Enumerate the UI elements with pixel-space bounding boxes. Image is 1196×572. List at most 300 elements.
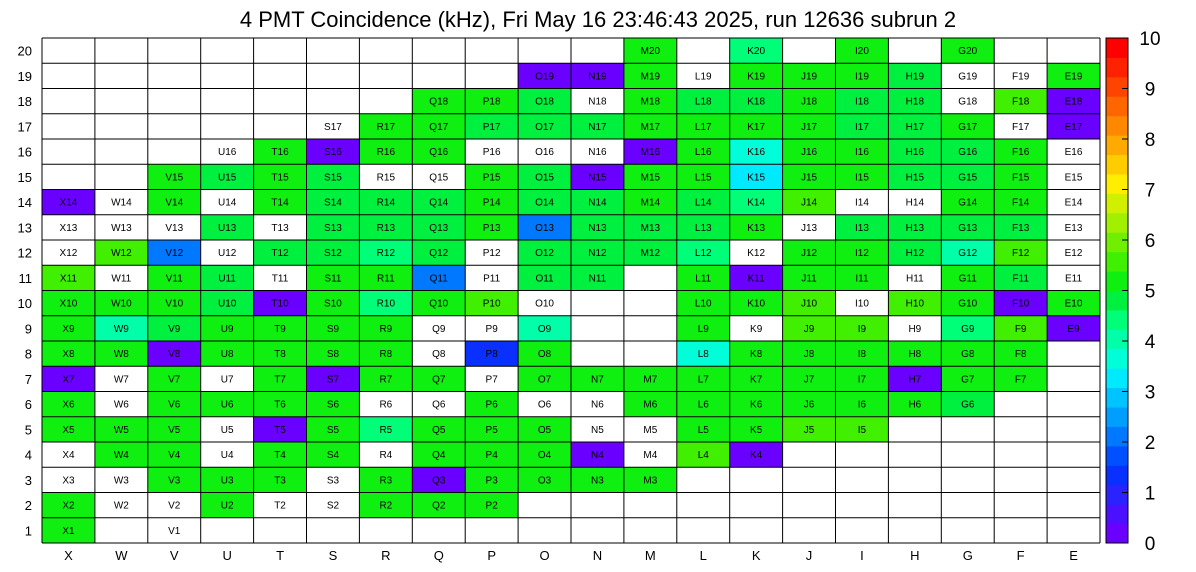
cell-label: N15 xyxy=(588,172,607,184)
x-tick-label: M xyxy=(644,548,656,563)
cell-label: N19 xyxy=(588,71,607,83)
cell-label: E18 xyxy=(1064,96,1083,108)
cell-label: O6 xyxy=(537,399,552,411)
cell-label: K9 xyxy=(750,323,763,335)
cell-label: X10 xyxy=(59,298,78,310)
cell-label: O14 xyxy=(535,197,555,209)
cell-label: H13 xyxy=(905,222,925,234)
cell-label: W6 xyxy=(113,399,129,411)
cell-label: M18 xyxy=(640,96,661,108)
color-scale-swatch xyxy=(1106,524,1128,544)
cell-label: M20 xyxy=(640,46,661,58)
cell-label: J19 xyxy=(800,71,818,83)
cell-label: P12 xyxy=(482,248,501,260)
cell-label: Q15 xyxy=(429,172,449,184)
cell-label: W7 xyxy=(113,374,129,386)
cell-label: N11 xyxy=(588,273,607,285)
cell-label: N13 xyxy=(588,222,607,234)
x-tick-label: G xyxy=(962,548,973,563)
cell-label: G18 xyxy=(958,96,978,108)
cell-label: E10 xyxy=(1064,298,1083,310)
cell-label: R16 xyxy=(376,147,396,159)
cell-label: U8 xyxy=(220,349,234,361)
cell-label: V13 xyxy=(165,222,184,234)
cell-label: O15 xyxy=(535,172,555,184)
x-tick-label: H xyxy=(910,548,920,563)
cell-label: P9 xyxy=(485,323,498,335)
x-tick-label: P xyxy=(487,548,496,563)
chart-title: 4 PMT Coincidence (kHz), Fri May 16 23:46:43 2025, run 12636 subrun 2 xyxy=(239,7,957,32)
cell-label: N14 xyxy=(588,197,607,209)
cell-label: N6 xyxy=(591,399,604,411)
color-scale-label: 2 xyxy=(1144,433,1156,454)
cell-label: X8 xyxy=(62,349,75,361)
cell-label: T4 xyxy=(274,450,286,462)
cell-label: Q14 xyxy=(429,197,449,209)
cell-label: J13 xyxy=(800,222,818,234)
y-tick-label: 12 xyxy=(17,245,32,261)
cell-label: U9 xyxy=(220,323,234,335)
cell-label: N17 xyxy=(588,121,607,133)
cell-label: G15 xyxy=(958,172,978,184)
cell-label: O9 xyxy=(537,323,552,335)
cell-label: R7 xyxy=(379,374,393,386)
x-tick-label: F xyxy=(1016,548,1025,563)
cell-label: O3 xyxy=(537,475,552,487)
x-tick-label: I xyxy=(860,548,864,563)
cell-label: T9 xyxy=(274,323,286,335)
cell-label: J15 xyxy=(800,172,818,184)
cell-label: W8 xyxy=(113,349,129,361)
cell-label: M4 xyxy=(643,450,658,462)
cell-label: M17 xyxy=(640,121,661,133)
cell-label: L6 xyxy=(697,399,709,411)
cell-label: F13 xyxy=(1012,222,1030,234)
cell-label: E16 xyxy=(1064,147,1083,159)
cell-label: J16 xyxy=(800,147,818,159)
cell-label: S7 xyxy=(326,374,340,386)
cell-label: H19 xyxy=(905,71,925,83)
cell-label: H18 xyxy=(905,96,925,108)
cell-label: E15 xyxy=(1064,172,1083,184)
color-scale-swatch xyxy=(1106,329,1128,349)
cell-label: E13 xyxy=(1064,222,1083,234)
cell-label: U5 xyxy=(220,424,234,436)
color-scale-swatch xyxy=(1106,310,1128,330)
cell-label: T10 xyxy=(271,298,289,310)
cell-label: T6 xyxy=(274,399,286,411)
cell-label: L9 xyxy=(697,323,709,335)
x-tick-label: V xyxy=(169,548,179,563)
cell-label: S3 xyxy=(326,475,340,487)
cell-label: X11 xyxy=(59,273,77,285)
cell-label: O12 xyxy=(535,248,555,260)
cell-label: S10 xyxy=(324,298,342,310)
cell-label: U12 xyxy=(217,248,237,260)
cell-label: X14 xyxy=(59,197,78,209)
color-scale-swatch xyxy=(1106,426,1128,446)
cell-label: W10 xyxy=(111,298,132,310)
cell-label: Q7 xyxy=(432,374,446,386)
cell-label: P17 xyxy=(482,121,501,133)
cell-label: T3 xyxy=(274,475,286,487)
cell-label: R15 xyxy=(376,172,396,184)
cell-label: Q11 xyxy=(429,273,448,285)
cell-label: P10 xyxy=(482,298,501,310)
cell-label: S2 xyxy=(326,500,340,512)
cell-label: X9 xyxy=(62,323,75,335)
cell-label: R11 xyxy=(377,273,395,285)
color-scale-label: 4 xyxy=(1144,332,1156,353)
cell-label: H9 xyxy=(908,323,922,335)
cell-label: S6 xyxy=(326,399,340,411)
cell-label: W9 xyxy=(113,323,129,335)
x-axis-ticks xyxy=(64,548,1078,563)
cell-label: Q9 xyxy=(432,323,446,335)
cell-label: E11 xyxy=(1065,273,1083,285)
cell-label: R13 xyxy=(376,222,396,234)
cell-label: L17 xyxy=(694,121,712,133)
color-scale-swatch xyxy=(1106,388,1128,408)
cell-label: M12 xyxy=(640,248,661,260)
cell-label: L13 xyxy=(694,222,712,234)
color-scale-swatch xyxy=(1106,349,1128,369)
cell-label: L18 xyxy=(694,96,712,108)
cell-label: R10 xyxy=(376,298,396,310)
cell-label: J18 xyxy=(800,96,818,108)
cell-label: I19 xyxy=(854,71,869,83)
cell-label: H7 xyxy=(908,374,922,386)
cell-label: O5 xyxy=(537,424,552,436)
x-tick-label: N xyxy=(592,548,603,563)
cell-label: Q3 xyxy=(432,475,446,487)
cell-label: F7 xyxy=(1014,374,1027,386)
x-tick-label: O xyxy=(539,548,550,563)
cell-label: G11 xyxy=(958,273,977,285)
color-scale-label: 6 xyxy=(1144,231,1156,252)
cell-label: E17 xyxy=(1064,121,1083,133)
y-axis-ticks xyxy=(18,44,32,539)
cell-label: X5 xyxy=(62,424,75,436)
cell-label: M15 xyxy=(640,172,661,184)
cell-label: F15 xyxy=(1012,172,1030,184)
cell-label: G13 xyxy=(958,222,978,234)
cell-label: S13 xyxy=(324,222,342,234)
cell-label: R2 xyxy=(379,500,393,512)
color-scale-label: 7 xyxy=(1144,180,1156,202)
cell-label: N18 xyxy=(588,96,607,108)
y-tick-label: 15 xyxy=(17,169,32,185)
color-scale-swatch xyxy=(1106,116,1128,136)
cell-label: Q10 xyxy=(429,298,449,310)
cell-label: R5 xyxy=(379,424,393,436)
cell-label: P6 xyxy=(485,399,498,411)
color-scale-swatch xyxy=(1106,232,1128,252)
cell-label: Q6 xyxy=(432,399,446,411)
cell-label: K17 xyxy=(747,121,766,133)
cell-label: K5 xyxy=(750,424,763,436)
cell-label: R4 xyxy=(379,450,393,462)
cell-label: U10 xyxy=(217,298,237,310)
cell-label: M5 xyxy=(643,424,658,436)
cell-label: Q12 xyxy=(429,248,449,260)
cell-label: G9 xyxy=(961,323,975,335)
cell-label: N12 xyxy=(588,248,607,260)
cell-label: V11 xyxy=(165,273,183,285)
cell-label: T15 xyxy=(271,172,289,184)
cell-label: V14 xyxy=(165,197,184,209)
cell-label: K13 xyxy=(747,222,766,234)
cell-label: H10 xyxy=(905,298,925,310)
cell-label: S17 xyxy=(324,121,342,133)
x-tick-label: K xyxy=(751,548,761,563)
cell-label: Q17 xyxy=(429,121,449,133)
cell-label: K15 xyxy=(747,172,766,184)
cell-label: V1 xyxy=(168,525,181,537)
cell-label: K18 xyxy=(747,96,766,108)
cell-label: X6 xyxy=(62,399,75,411)
color-scale-swatch xyxy=(1106,465,1128,485)
cell-label: M3 xyxy=(643,475,658,487)
cell-label: S14 xyxy=(324,197,342,209)
cell-label: L10 xyxy=(694,298,712,310)
cell-label: H12 xyxy=(905,248,925,260)
cell-label: J9 xyxy=(803,323,815,335)
cell-label: T7 xyxy=(274,374,286,386)
cell-label: E14 xyxy=(1064,197,1083,209)
cell-label: L12 xyxy=(694,248,712,260)
color-scale-swatch xyxy=(1106,77,1128,97)
cell-label: L15 xyxy=(694,172,712,184)
cell-label: G17 xyxy=(958,121,978,133)
cell-label: I5 xyxy=(857,424,867,436)
cell-label: O8 xyxy=(537,349,552,361)
cell-label: I15 xyxy=(854,172,869,184)
cell-label: R8 xyxy=(379,349,393,361)
cell-label: K20 xyxy=(747,46,766,58)
cell-label: L5 xyxy=(697,424,709,436)
cell-label: I7 xyxy=(857,374,867,386)
cell-label: R3 xyxy=(379,475,393,487)
cell-label: G19 xyxy=(958,71,978,83)
color-scale-swatch xyxy=(1106,57,1128,77)
cell-label: I20 xyxy=(854,46,869,58)
cell-label: F14 xyxy=(1012,197,1030,209)
y-tick-label: 19 xyxy=(17,68,32,84)
cell-label: M14 xyxy=(640,197,661,209)
cell-label: P13 xyxy=(482,222,501,234)
cell-label: K10 xyxy=(747,298,766,310)
cell-label: T13 xyxy=(271,222,289,234)
cell-label: K16 xyxy=(747,147,766,159)
cell-label: R14 xyxy=(376,197,396,209)
cell-label: T5 xyxy=(274,424,286,436)
cell-label: P3 xyxy=(485,475,498,487)
x-tick-label: Q xyxy=(433,548,444,563)
cell-label: Q2 xyxy=(432,500,446,512)
cell-label: X1 xyxy=(62,525,75,537)
y-tick-label: 10 xyxy=(17,296,32,312)
cell-label: W3 xyxy=(113,475,129,487)
cell-label: T14 xyxy=(271,197,289,209)
color-scale-swatch xyxy=(1106,213,1128,233)
x-tick-label: R xyxy=(381,548,391,563)
cell-label: R9 xyxy=(379,323,393,335)
cell-label: U13 xyxy=(217,222,237,234)
y-tick-label: 7 xyxy=(24,371,32,387)
cell-label: G10 xyxy=(958,298,978,310)
cell-label: O17 xyxy=(535,121,555,133)
cell-label: O7 xyxy=(537,374,552,386)
cell-label: T2 xyxy=(274,500,286,512)
cell-label: U14 xyxy=(217,197,237,209)
heatmap-grid xyxy=(42,38,1100,543)
cell-label: G16 xyxy=(958,147,978,159)
cell-label: W4 xyxy=(113,450,129,462)
color-scale-label: 0 xyxy=(1144,534,1156,555)
cell-label: N16 xyxy=(588,147,607,159)
y-tick-label: 11 xyxy=(18,270,32,286)
cell-label: M13 xyxy=(640,222,661,234)
cell-label: I17 xyxy=(854,121,869,133)
cell-label: L7 xyxy=(697,374,709,386)
cell-label: K8 xyxy=(750,349,763,361)
color-scale-swatch xyxy=(1106,291,1128,311)
color-scale-swatch xyxy=(1106,271,1128,291)
color-scale-label: 5 xyxy=(1144,281,1156,303)
y-tick-label: 14 xyxy=(17,195,32,211)
cell-label: J8 xyxy=(803,349,815,361)
cell-label: Q8 xyxy=(432,349,446,361)
color-scale-label: 3 xyxy=(1144,382,1156,404)
cell-label: M7 xyxy=(643,374,658,386)
cell-label: K6 xyxy=(750,399,763,411)
x-tick-label: J xyxy=(805,548,813,563)
cell-label: Q18 xyxy=(429,96,449,108)
cell-label: I8 xyxy=(857,349,867,361)
cell-label: E19 xyxy=(1064,71,1083,83)
cell-label: G8 xyxy=(961,349,975,361)
y-tick-label: 18 xyxy=(17,94,32,110)
cell-label: V9 xyxy=(168,323,181,335)
y-tick-label: 5 xyxy=(24,422,32,438)
cell-label: X13 xyxy=(59,222,78,234)
cell-label: O19 xyxy=(535,71,555,83)
cell-label: L16 xyxy=(694,147,712,159)
cell-label: J12 xyxy=(800,248,818,260)
cell-label: U3 xyxy=(220,475,234,487)
cell-label: Q5 xyxy=(432,424,446,436)
cell-label: O18 xyxy=(535,96,555,108)
cell-label: U2 xyxy=(220,500,234,512)
cell-label: K19 xyxy=(747,71,766,83)
cell-label: K12 xyxy=(747,248,766,260)
color-scale-swatch xyxy=(1106,135,1128,155)
cell-label: O4 xyxy=(537,450,552,462)
cell-label: H16 xyxy=(905,147,925,159)
cell-label: X7 xyxy=(62,374,75,386)
cell-label: K4 xyxy=(750,450,763,462)
color-scale-swatch xyxy=(1106,252,1128,272)
cell-label: L8 xyxy=(697,349,709,361)
y-tick-label: 16 xyxy=(17,144,32,160)
cell-label: U6 xyxy=(220,399,234,411)
cell-label: R17 xyxy=(376,121,396,133)
cell-label: V10 xyxy=(165,298,184,310)
cell-label: J7 xyxy=(803,374,815,386)
cell-label: F16 xyxy=(1012,147,1030,159)
y-tick-label: 3 xyxy=(24,472,32,488)
x-tick-label: S xyxy=(328,548,338,563)
cell-label: N7 xyxy=(591,374,604,386)
cell-label: M19 xyxy=(640,71,661,83)
cell-label: K14 xyxy=(747,197,766,209)
cell-label: Q4 xyxy=(432,450,446,462)
cell-label: S5 xyxy=(326,424,340,436)
cell-label: F9 xyxy=(1014,323,1027,335)
cell-label: V5 xyxy=(168,424,181,436)
color-scale-label: 10 xyxy=(1139,29,1161,50)
cell-label: G6 xyxy=(961,399,975,411)
color-scale-swatch xyxy=(1106,193,1128,213)
cell-label: P5 xyxy=(485,424,498,436)
cell-label: X4 xyxy=(62,450,75,462)
color-scale-swatch xyxy=(1106,155,1128,175)
cell-label: P15 xyxy=(482,172,501,184)
cell-label: O11 xyxy=(535,273,554,285)
cell-label: F11 xyxy=(1012,273,1029,285)
color-scale-swatch xyxy=(1106,368,1128,388)
y-tick-label: 17 xyxy=(17,119,32,135)
cell-label: L14 xyxy=(694,197,712,209)
cell-label: W5 xyxy=(113,424,129,436)
color-scale-swatch xyxy=(1106,504,1128,524)
cell-label: P16 xyxy=(482,147,501,159)
cell-label: F19 xyxy=(1012,71,1030,83)
cell-label: P14 xyxy=(482,197,501,209)
cell-label: F18 xyxy=(1012,96,1030,108)
cell-label: I13 xyxy=(854,222,869,234)
color-scale-swatch xyxy=(1106,38,1128,58)
cell-label: W14 xyxy=(111,197,132,209)
cell-label: E12 xyxy=(1064,248,1083,260)
cell-label: Q16 xyxy=(429,147,449,159)
x-tick-label: E xyxy=(1069,548,1078,563)
cell-label: Q13 xyxy=(429,222,449,234)
cell-label: O16 xyxy=(535,147,555,159)
cell-label: U16 xyxy=(217,147,237,159)
cell-label: J14 xyxy=(800,197,818,209)
cell-label: V6 xyxy=(168,399,181,411)
cell-label: F12 xyxy=(1012,248,1030,260)
cell-label: M16 xyxy=(640,147,661,159)
cell-label: J10 xyxy=(800,298,818,310)
cell-label: F8 xyxy=(1014,349,1027,361)
cell-label: H6 xyxy=(908,399,922,411)
color-scale-swatch xyxy=(1106,174,1128,194)
cell-label: P7 xyxy=(485,374,498,386)
y-tick-label: 8 xyxy=(24,346,32,362)
y-tick-label: 2 xyxy=(24,498,32,514)
x-tick-label: L xyxy=(699,548,707,563)
cell-label: I18 xyxy=(854,96,869,108)
y-tick-label: 1 xyxy=(24,523,32,539)
color-scale-label: 1 xyxy=(1144,483,1156,505)
cell-label: W12 xyxy=(111,248,132,260)
cell-label: I11 xyxy=(855,273,869,285)
cell-label: U15 xyxy=(217,172,237,184)
cell-label: P8 xyxy=(485,349,498,361)
